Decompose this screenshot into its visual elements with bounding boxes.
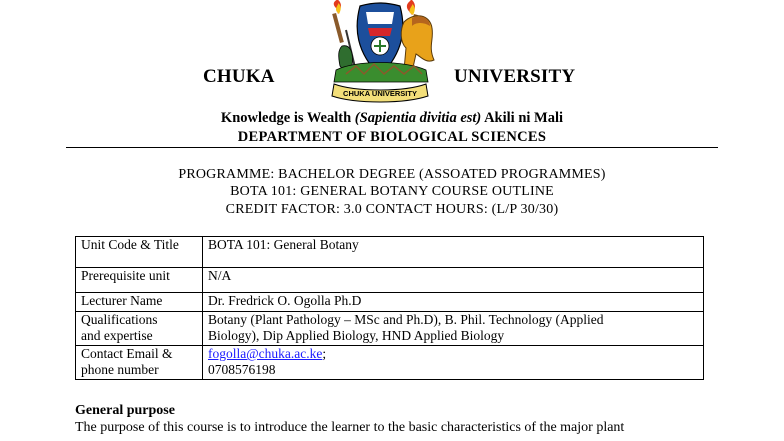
- course-info-table: [75, 236, 704, 380]
- table-label-qualifications: [76, 312, 203, 346]
- motto-latin: (Sapientia divitia est): [354, 110, 482, 126]
- table-value-lecturer: Dr. Fredrick O. Ogolla Ph.D: [203, 293, 704, 312]
- lecturer-email-link[interactable]: fogolla@chuka.ac.ke: [208, 346, 323, 361]
- programme-line-3: CREDIT FACTOR: 3.0 CONTACT HOURS: (L/P 30/30): [225, 202, 559, 217]
- lecturer-phone: 0708576198: [208, 362, 276, 377]
- qualifications-label-line-2: and expertise: [81, 328, 153, 343]
- contact-label-line-2: phone number: [81, 362, 159, 377]
- table-row: [76, 312, 704, 346]
- crest-ribbon-text: CHUKA UNIVERSITY: [343, 89, 417, 98]
- university-crest-logo: [316, 0, 444, 106]
- table-row: [76, 268, 704, 293]
- table-row: [76, 346, 704, 380]
- motto-suffix: Akili ni Mali: [481, 110, 564, 126]
- header-university: UNIVERSITY: [454, 66, 576, 87]
- general-purpose-heading: General purpose: [75, 403, 175, 418]
- table-label-prerequisite: Prerequisite unit: [76, 268, 203, 293]
- table-row: [76, 237, 704, 268]
- table-row: [76, 293, 704, 312]
- university-motto: [0, 110, 784, 127]
- table-value-contact: [203, 346, 704, 380]
- table-label-lecturer: Lecturer Name: [76, 293, 203, 312]
- department-name: DEPARTMENT OF BIOLOGICAL SCIENCES: [237, 129, 547, 145]
- contact-label-line-1: Contact Email &: [81, 346, 173, 361]
- header-chuka: CHUKA: [203, 66, 275, 87]
- table-label-contact: [76, 346, 203, 380]
- motto-prefix: Knowledge is Wealth: [220, 110, 355, 126]
- table-value-prerequisite: N/A: [203, 268, 704, 293]
- programme-line-2: BOTA 101: GENERAL BOTANY COURSE OUTLINE: [230, 184, 554, 199]
- qualifications-label-line-1: Qualifications: [81, 312, 158, 327]
- qualifications-value-line-1: Botany (Plant Pathology – MSc and Ph.D), B. Phil. Technology (Applied: [208, 312, 604, 327]
- contact-email-line: [208, 346, 698, 362]
- email-suffix: ;: [322, 346, 327, 361]
- programme-line-1: PROGRAMME: BACHELOR DEGREE (ASSOATED PROGRAMMES): [178, 167, 606, 182]
- table-label-unit-code: Unit Code & Title: [76, 237, 203, 268]
- table-value-unit-code: BOTA 101: General Botany: [203, 237, 704, 268]
- table-value-qualifications: [203, 312, 704, 346]
- qualifications-value-line-2: Biology), Dip Applied Biology, HND Applied Biology: [208, 328, 505, 343]
- general-purpose-text: The purpose of this course is to introduce the learner to the basic characteristics of the major plant: [75, 420, 625, 435]
- header-divider: [66, 147, 718, 148]
